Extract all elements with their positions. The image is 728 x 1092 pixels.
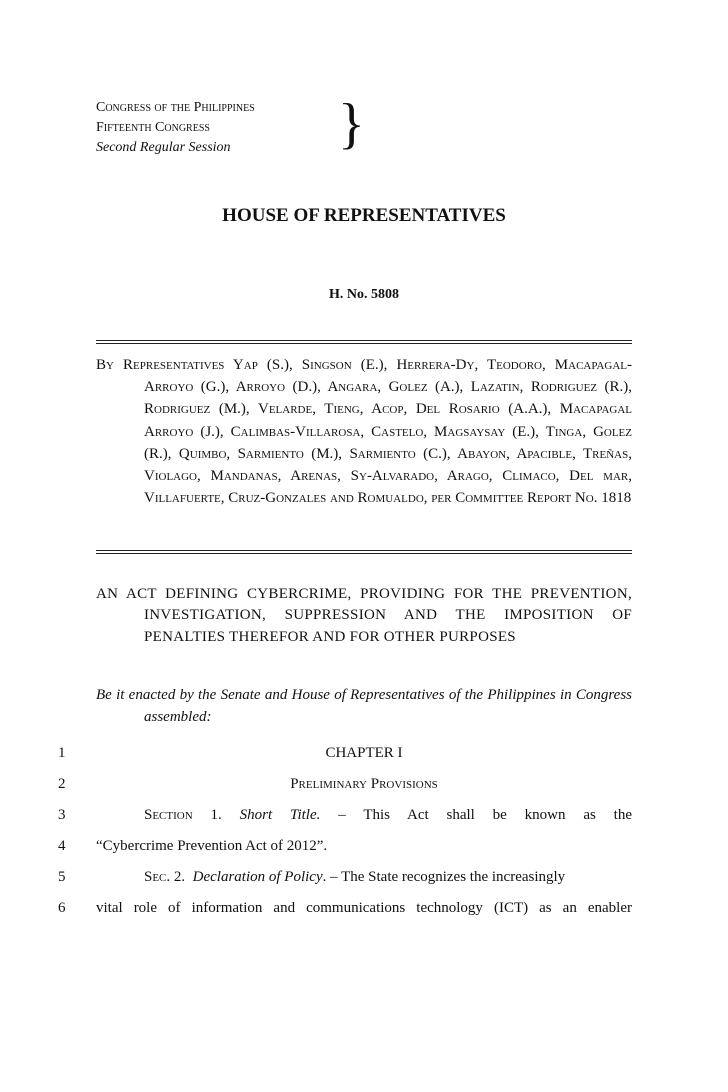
line-number: 2 [58, 776, 66, 792]
session-name: Second Regular Session [96, 140, 231, 155]
line-number: 5 [58, 869, 66, 885]
line-number: 3 [58, 807, 66, 823]
congress-name: Congress of the Philippines [96, 100, 255, 115]
line-number: 6 [58, 900, 66, 916]
line-number: 4 [58, 838, 66, 854]
section-1-heading: Short Title. [239, 807, 321, 823]
section-1-dash: – [338, 807, 346, 823]
enacting-clause: Be it enacted by the Senate and House of Representatives of the Philippines in Congress assembled: [96, 687, 632, 725]
committee-report-number: 1818 [601, 490, 632, 507]
section-2-continuation: vital role of information and communications technology (ICT) as an enabler [96, 900, 632, 916]
section-1-continuation: “Cybercrime Prevention Act of 2012”. [96, 838, 328, 854]
chapter-title: Preliminary Provisions [290, 776, 438, 792]
section-1-label: Section 1. [144, 807, 222, 823]
authors-names: Yap (S.), Singson (E.), Herrera-Dy, Teodoro, Macapagal-Arroyo (G.), Arroyo (D.), Angara, Golez (A.), Lazatin, Rodriguez (R.), Rodriguez (M.), Velarde, Tieng, Acop, Del Rosario (A.A.), Macapagal Arroyo (J.), Calimbas-Villarosa, Castelo, Magsaysay (E.), Tinga, Golez (R.), Quimbo, Sarmiento (M.), Sarmiento (C.), Abayon, Apacible, Treñas, Violago, Mandanas, Arenas, Sy-Alvarado, Arago, Climaco, Del mar, Villafuerte, Cruz-Gonzales and Romualdo, per Committee Report No. [144, 357, 632, 507]
chapter-heading: CHAPTER I [325, 745, 403, 761]
bottom-double-rule [96, 550, 632, 554]
section-2-line [96, 869, 632, 886]
line-number: 1 [58, 745, 66, 761]
section-2-text: . – The State recognizes the increasingly [322, 869, 566, 885]
act-title: AN ACT DEFINING CYBERCRIME, PROVIDING FOR THE PREVENTION, INVESTIGATION, SUPPRESSION AND THE IMPOSITION OF PENALTIES THEREFOR AND FOR OTHER PURPOSES [96, 586, 632, 645]
section-2-label: Sec. 2. [144, 869, 186, 885]
bill-number: H. No. 5808 [329, 287, 399, 302]
chamber-title: HOUSE OF REPRESENTATIVES [222, 205, 506, 226]
authors-block [96, 354, 632, 509]
top-double-rule [96, 340, 632, 344]
congress-number: Fifteenth Congress [96, 120, 210, 135]
section-1-line [96, 807, 632, 824]
header-brace: } [338, 93, 365, 155]
authors-by: By Representatives [96, 357, 233, 373]
section-2-heading: Declaration of Policy [192, 869, 323, 885]
congress-header [96, 98, 255, 158]
section-1-text: This Act shall be known as the [363, 807, 633, 823]
